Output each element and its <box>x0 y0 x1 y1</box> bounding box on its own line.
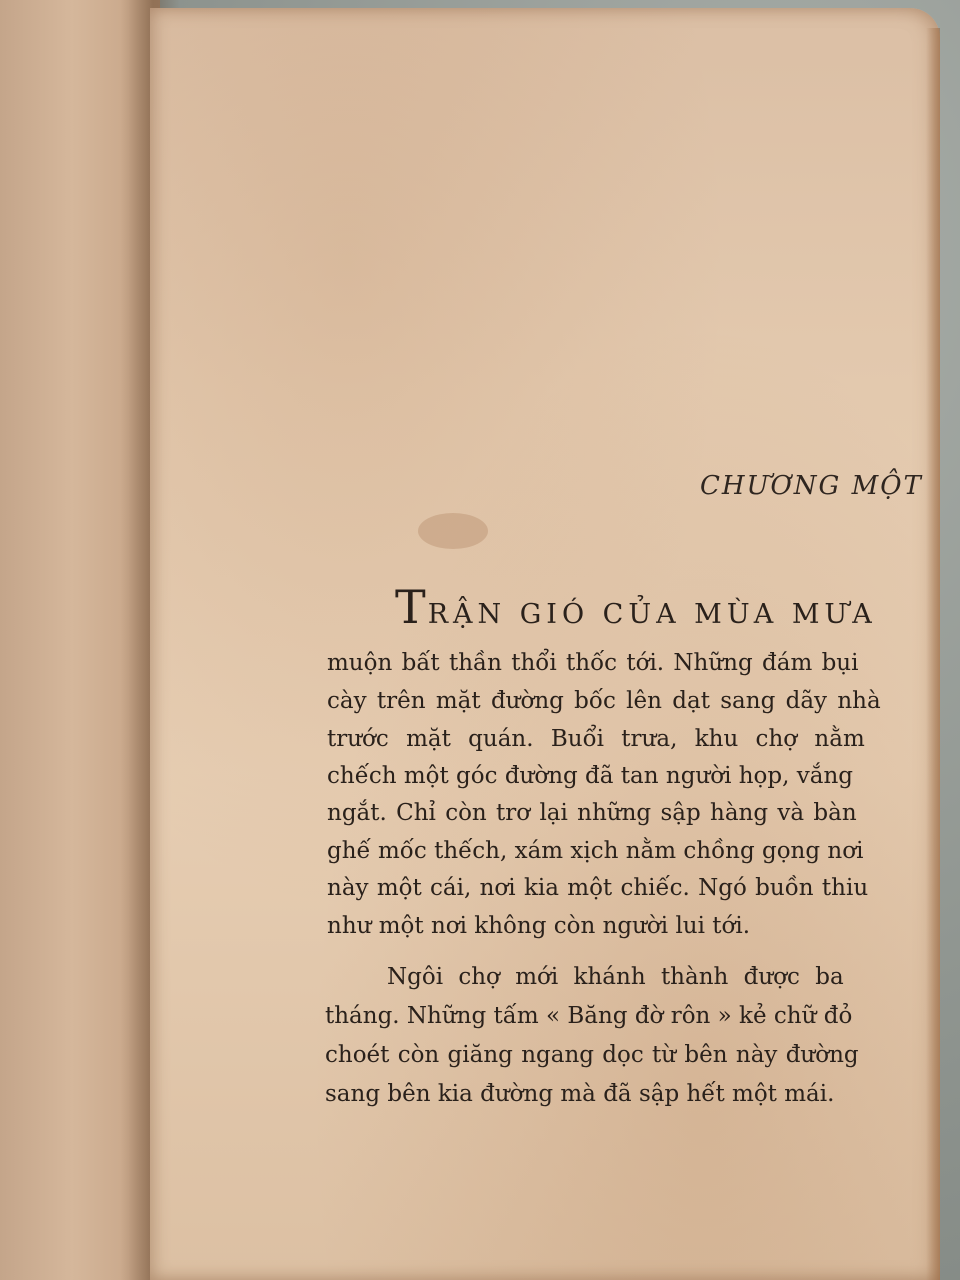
text-line: sang bên kia đường mà đã sập hết một mái. <box>325 1081 835 1107</box>
paper-stain <box>418 513 488 549</box>
text-line: trước mặt quán. Buổi trưa, khu chợ nằm <box>327 726 865 752</box>
text-line: muộn bất thần thổi thốc tới. Những đám bụi <box>327 650 859 676</box>
text-line: như một nơi không còn người lui tới. <box>327 913 751 939</box>
page-edge <box>926 28 940 1280</box>
text-line: ngắt. Chỉ còn trơ lại những sập hàng và bàn <box>327 800 857 826</box>
opening-small-caps: RẬN GIÓ CỦA MÙA MƯA <box>427 599 877 630</box>
text-line: cày trên mặt đường bốc lên dạt sang dãy nhà <box>327 688 881 714</box>
text-line: Ngôi chợ mới khánh thành được ba <box>387 964 844 990</box>
text-line: chếch một góc đường đã tan người họp, vắng <box>327 763 853 789</box>
text-line: tháng. Những tấm « Băng đờ rôn » kẻ chữ đỏ <box>325 1003 853 1029</box>
text-line: ghế mốc thếch, xám xịch nằm chồng gọng nơi <box>327 838 864 864</box>
opening-line <box>395 580 960 634</box>
drop-capital: T <box>395 580 428 634</box>
chapter-heading: CHƯƠNG MỘT <box>700 471 923 501</box>
text-line: choét còn giăng ngang dọc từ bên này đường <box>325 1042 859 1068</box>
book-page <box>150 8 940 1280</box>
text-line: này một cái, nơi kia một chiếc. Ngó buồn thiu <box>327 875 869 901</box>
